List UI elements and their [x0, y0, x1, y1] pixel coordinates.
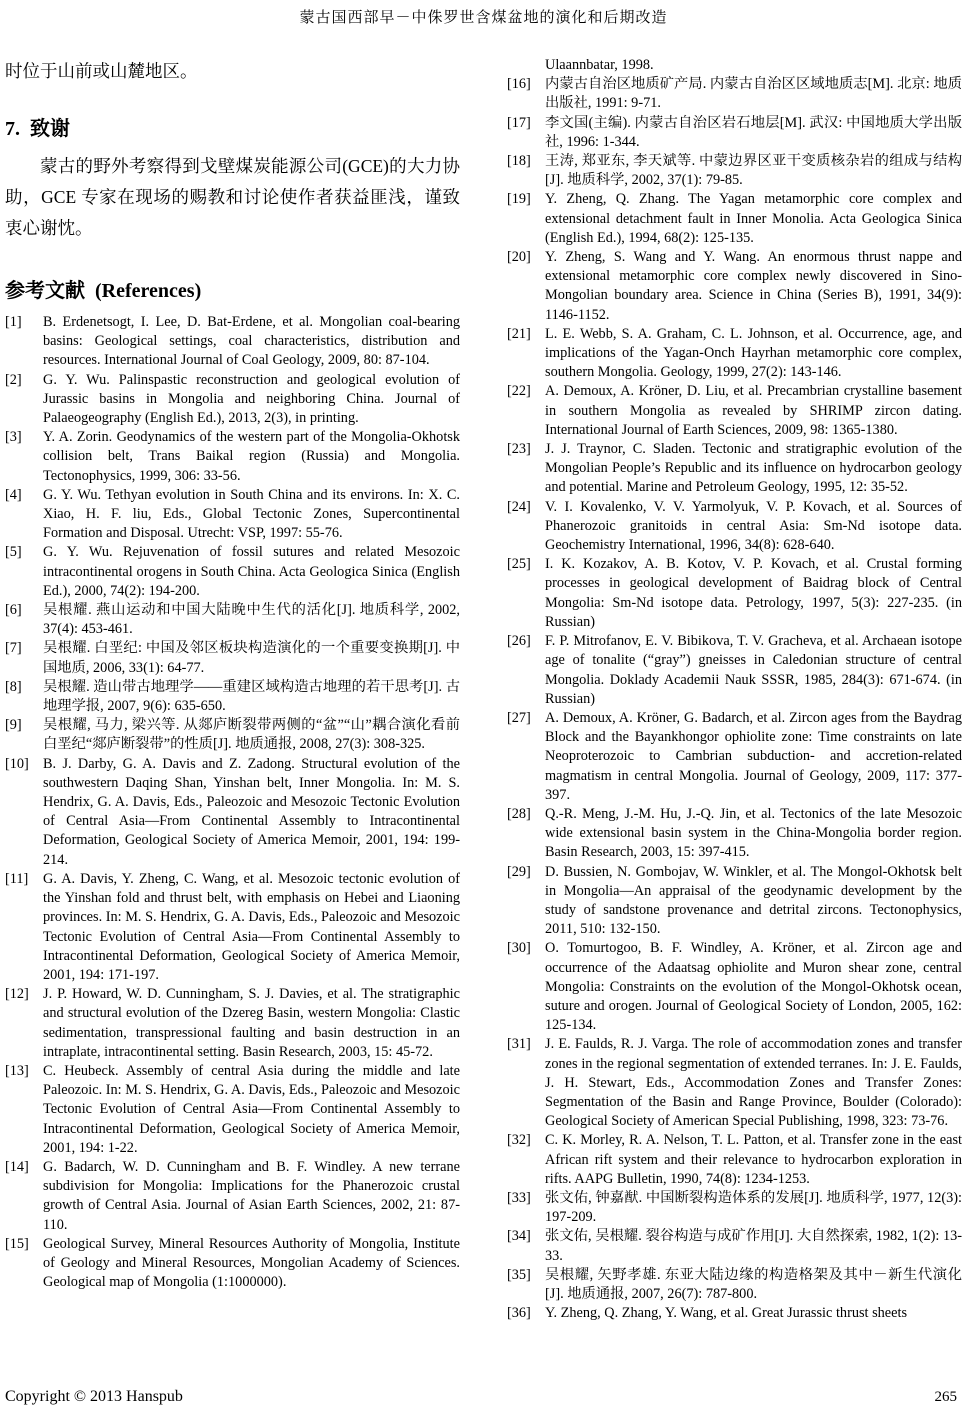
reference-text: C. Heubeck. Assembly of central Asia during the middle and late Paleozoic. In: M. S. Hendrix, G. A. Davis, Eds., Paleozoic and Mesozoic Tectonic Evolution of Central Asia—From Continental Assembly to Intracontinental Deformation, Geological Society of America Memoir, 2001, 194: 1-22.	[43, 1062, 460, 1156]
reference-text: J. E. Faulds, R. J. Varga. The role of accommodation zones and transfer zones in the regional segmentation of extended terranes. In: J. E. Faulds, J. H. Stewart, Eds., Accommodation Zones and Transfer Zones: Segmentation of the Basin and Range Province, Boulder (Colorado): Geological Society of American Special Publishing, 1998, 323: 73-76.	[545, 1036, 962, 1130]
reference-number: [10]	[5, 755, 29, 772]
reference-continuation-line: Ulaannbatar, 1998.	[545, 57, 654, 73]
reference-number: [20]	[507, 249, 531, 266]
reference-item	[5, 543, 460, 601]
reference-text: G. A. Davis, Y. Zheng, C. Wang, et al. Mesozoic tectonic evolution of the Yinshan fold and thrust belt, with emphasis on Hebei and Liaoning provinces. In: M. S. Hendrix, G. A. Davis, Eds., Paleozoic and Mesozoic Tectonic Evolution of Central Asia—From Continental Assembly to Intracontinental Deformation, Geological Society of America Memoir, 2001, 194: 171-197.	[43, 870, 460, 983]
reference-item	[507, 440, 962, 498]
two-column-layout	[5, 56, 962, 1323]
reference-item	[507, 1035, 962, 1131]
reference-item	[5, 486, 460, 544]
reference-item	[507, 1131, 962, 1189]
reference-number: [28]	[507, 805, 531, 822]
reference-item	[507, 805, 962, 863]
reference-number: [5]	[5, 544, 22, 561]
reference-text: Y. Zheng, Q. Zhang, Y. Wang, et al. Great Jurassic thrust sheets	[545, 1305, 908, 1322]
reference-item	[507, 382, 962, 440]
reference-text: A. Demoux, A. Kröner, D. Liu, et al. Precambrian crystalline basement in southern Mongolia as revealed by SHRIMP zircon dating. International Journal of Earth Sciences, 2009, 98: 1365-1380.	[545, 383, 962, 438]
reference-text: Geological Survey, Mineral Resources Authority of Mongolia, Institute of Geology and Mineral Resources, Mongolian Academy of Sciences. Geological map of Mongolia (1:1000000).	[43, 1235, 460, 1291]
reference-number: [25]	[507, 556, 531, 573]
reference-item	[5, 428, 460, 486]
acknowledgement-heading: 7. 致谢	[5, 118, 70, 140]
reference-text: D. Bussien, N. Gombojav, W. Winkler, et al. The Mongol-Okhotsk belt in Mongolia—An appraisal of the geodynamic development by the study of sandstone provenance and detrital zircons. Tectonophysics, 2011, 510: 132-150.	[545, 863, 962, 938]
reference-text: J. J. Traynor, C. Sladen. Tectonic and stratigraphic evolution of the Mongolian People’s Republic and its influence on hydrocarbon geology and potential. Marine and Petroleum Geology, 1995, 12: 35-52.	[545, 441, 962, 496]
reference-item	[5, 639, 460, 677]
reference-number: [26]	[507, 633, 531, 650]
acknowledgement-paragraph: 蒙古的野外考察得到戈壁煤炭能源公司(GCE)的大力协助，GCE 专家在现场的赐教和讨论使作者获益匪浅，谨致衷心谢忱。	[5, 156, 460, 238]
reference-number: [18]	[507, 153, 531, 170]
reference-text: 张文佑, 吴根耀. 裂谷构造与成矿作用[J]. 大自然探索, 1982, 1(2): 13-33.	[545, 1228, 962, 1264]
reference-list-left	[5, 313, 460, 1292]
reference-number: [35]	[507, 1266, 531, 1283]
reference-number: [15]	[5, 1235, 29, 1252]
reference-number: [7]	[5, 640, 22, 657]
page-footer	[5, 1388, 957, 1406]
reference-text: Q.-R. Meng, J.-M. Hu, J.-Q. Jin, et al. Tectonics of the late Mesozoic wide extensional basin system in the China-Mongolia border region. Basin Research, 2003, 15: 397-415.	[545, 805, 962, 861]
page-header	[0, 6, 967, 27]
body-paragraph-tail: 时位于山前或山麓地区。	[5, 61, 198, 81]
reference-text: G. Badarch, W. D. Cunningham and B. F. Windley. A new terrane subdivision for Mongolia: Implications for the Phanerozoic crustal growth of Central Asia. Journal of Asian Earth Sciences, 2002, 21: 87-110.	[43, 1158, 460, 1233]
reference-item	[5, 313, 460, 371]
reference-number: [32]	[507, 1132, 531, 1149]
reference-item	[507, 1189, 962, 1227]
reference-item	[5, 716, 460, 754]
reference-item	[5, 601, 460, 639]
reference-item	[507, 863, 962, 940]
reference-text: B. Erdenetsogt, I. Lee, D. Bat-Erdene, et al. Mongolian coal-bearing basins: Geological settings, coal characteristics, distribution and resources. International Journal of Coal Geology, 2009, 80: 87-104.	[43, 314, 460, 369]
reference-number: [11]	[5, 870, 29, 887]
reference-number: [36]	[507, 1305, 531, 1322]
page-number: 265	[934, 1389, 957, 1405]
reference-item	[507, 152, 962, 190]
reference-item	[5, 1235, 460, 1293]
reference-number: [24]	[507, 498, 531, 515]
reference-item	[5, 371, 460, 429]
reference-number: [29]	[507, 863, 531, 880]
reference-number: [34]	[507, 1228, 531, 1245]
right-column	[507, 56, 962, 1323]
reference-number: [8]	[5, 678, 22, 695]
reference-number: [12]	[5, 986, 29, 1003]
copyright-notice: Copyright © 2013 Hanspub	[5, 1388, 183, 1405]
reference-number: [4]	[5, 486, 22, 503]
reference-item	[507, 190, 962, 248]
references-heading: 参考文献 (References)	[5, 280, 202, 302]
reference-item	[507, 114, 962, 152]
reference-number: [22]	[507, 383, 531, 400]
reference-text: G. Y. Wu. Rejuvenation of fossil sutures and related Mesozoic intracontinental orogens in South China. Acta Geologica Sinica (English Ed.), 2000, 74(2): 194-200.	[43, 544, 460, 599]
reference-number: [33]	[507, 1189, 531, 1206]
reference-item	[507, 555, 962, 632]
reference-text: 王涛, 郑亚东, 李天斌等. 中蒙边界区亚干变质核杂岩的组成与结构[J]. 地质科学, 2002, 37(1): 79-85.	[545, 153, 962, 189]
reference-item	[507, 1304, 962, 1323]
reference-number: [27]	[507, 709, 531, 726]
reference-text: G. Y. Wu. Tethyan evolution in South China and its environs. In: X. C. Xiao, H. F. liu, Eds., Global Tectonic Zones, Supercontinental Formation and Disposal. Utrecht: VSP, 1997: 55-76.	[43, 486, 460, 542]
reference-item	[507, 632, 962, 709]
reference-item	[5, 755, 460, 870]
reference-text: Y. Zheng, S. Wang and Y. Wang. An enormous thrust nappe and extensional metamorphic core complex newly discovered in Sino-Mongolian boundary area. Science in China (Series B), 1991, 34(9): 1146-1152.	[545, 249, 962, 323]
reference-text: I. K. Kozakov, A. B. Kotov, V. P. Kovach, et al. Crustal forming processes in geological development of Baidrag block of Central Mongolia: Sm-Nd isotope data. Petrology, 1997, 5(3): 227-235. (in Russian)	[545, 556, 962, 630]
reference-text: 吴根耀. 造山带古地理学——重建区域构造古地理的若干思考[J]. 古地理学报, 2007, 9(6): 635-650.	[43, 678, 460, 715]
reference-item	[507, 939, 962, 1035]
reference-number: [21]	[507, 325, 531, 342]
reference-text: 吴根耀, 矢野孝雄. 东亚大陆边缘的构造格架及其中－新生代演化[J]. 地质通报, 2007, 26(7): 787-800.	[545, 1266, 962, 1302]
reference-number: [17]	[507, 114, 531, 131]
reference-text: B. J. Darby, G. A. Davis and Z. Zadong. Structural evolution of the southwestern Daqing Shan, Yinshan belt, Inner Mongolia. In: M. S. Hendrix, G. A. Davis, Eds., Paleozoic and Mesozoic Tectonic Evolution of Central Asia—From Continental Assembly to Intracontinental Deformation, Geological Society of America Memoir, 2001, 194: 199-214.	[43, 755, 460, 868]
reference-number: [14]	[5, 1158, 29, 1175]
reference-item	[507, 498, 962, 556]
left-column	[5, 56, 460, 1323]
running-title: 蒙古国西部早－中侏罗世含煤盆地的演化和后期改造	[299, 10, 668, 26]
reference-item	[5, 870, 460, 985]
reference-text: J. P. Howard, W. D. Cunningham, S. J. Davies, et al. The stratigraphic and structural evolution of the Dzereg Basin, western Mongolia: Clastic sedimentation, transpressional faulting and basin destruction in an intraplate, intracontinental setting. Basin Research, 2003, 15: 45-72.	[43, 986, 460, 1060]
reference-text: Y. Zheng, Q. Zhang. The Yagan metamorphic core complex and extensional detachment fault in Inner Monolia. Acta Geologica Sinica (English Ed.), 1994, 68(2): 125-135.	[545, 191, 962, 246]
reference-number: [23]	[507, 441, 531, 458]
reference-item	[5, 1062, 460, 1158]
reference-text: 内蒙古自治区地质矿产局. 内蒙古自治区区域地质志[M]. 北京: 地质出版社, 1991: 9-71.	[545, 76, 962, 112]
reference-number: [3]	[5, 429, 22, 446]
reference-number: [30]	[507, 940, 531, 957]
reference-number: [16]	[507, 76, 531, 93]
reference-number: [13]	[5, 1062, 29, 1079]
reference-number: [9]	[5, 717, 22, 734]
reference-text: O. Tomurtogoo, B. F. Windley, A. Kröner, et al. Zircon age and occurrence of the Adaatsag ophiolite and Muron shear zone, central Mongolia: Constraints on the evolution of the Mongol-Okhotsk ocean, suture and orogen. Journal of Geological Society of London, 2005, 162: 125-134.	[545, 940, 962, 1034]
reference-text: A. Demoux, A. Kröner, G. Badarch, et al. Zircon ages from the Baydrag Block and the Bayankhongor ophiolite zone: Time constraints on late Neoproterozoic to Cambrian subduction- and accretion-related magmatism in central Mongolia. Journal of Geology, 2009, 117: 377-397.	[545, 709, 962, 803]
reference-text: G. Y. Wu. Palinspastic reconstruction and geological evolution of Jurassic basins in Mongolia and neighboring China. Journal of Palaeogeography (English Ed.), 2013, 2(3), in printing.	[43, 371, 460, 427]
reference-text: 吴根耀. 燕山运动和中国大陆晚中生代的活化[J]. 地质科学, 2002, 37(4): 453-461.	[43, 602, 460, 638]
reference-item	[507, 325, 962, 383]
reference-item	[507, 1227, 962, 1265]
reference-number: [2]	[5, 371, 22, 388]
reference-text: L. E. Webb, S. A. Graham, C. L. Johnson, et al. Occurrence, age, and implications of the Yagan-Onch Hayrhan metamorphic core complex, southern Mongolia. Geology, 1999, 27(2): 143-146.	[545, 325, 962, 381]
reference-item	[5, 678, 460, 716]
reference-text: 李文国(主编). 内蒙古自治区岩石地层[M]. 武汉: 中国地质大学出版社, 1996: 1-344.	[545, 114, 962, 150]
reference-item	[5, 1158, 460, 1235]
reference-text: F. P. Mitrofanov, E. V. Bibikova, T. V. Gracheva, et al. Archaean isotope age of tonalite (“gray”) gneisses in Caledonian structure of central Mongolia. Doklady Academii Nauk SSSR, 1985, 284(3): 671-674. (in Russian)	[545, 633, 962, 707]
reference-text: V. I. Kovalenko, V. V. Yarmolyuk, V. P. Kovach, et al. Sources of Phanerozoic granitoids in central Asia: Sm-Nd isotope data. Geochemistry International, 1996, 34(8): 628-640.	[545, 498, 962, 554]
reference-item	[5, 985, 460, 1062]
reference-item	[507, 248, 962, 325]
reference-item	[507, 1266, 962, 1304]
reference-text: Y. A. Zorin. Geodynamics of the western part of the Mongolia-Okhotsk collision belt, Trans Baikal region (Russia) and Mongolia. Tectonophysics, 1999, 306: 33-56.	[43, 429, 460, 484]
reference-number: [31]	[507, 1036, 531, 1053]
reference-text: 张文佑, 钟嘉猷. 中国断裂构造体系的发展[J]. 地质科学, 1977, 12(3): 197-209.	[545, 1189, 962, 1226]
reference-number: [1]	[5, 314, 22, 330]
reference-number: [6]	[5, 602, 22, 619]
reference-text: C. K. Morley, R. A. Nelson, T. L. Patton, et al. Transfer zone in the east African rift system and their relevance to hydrocarbon exploration in rifts. AAPG Bulletin, 1990, 74(8): 1234-1253.	[545, 1132, 962, 1187]
reference-text: 吴根耀, 马力, 梁兴等. 从郯庐断裂带两侧的“盆”“山”耦合演化看前白垩纪“郯庐断裂带”的性质[J]. 地质通报, 2008, 27(3): 308-325.	[43, 717, 460, 753]
reference-list-right	[507, 75, 962, 1323]
reference-item	[507, 75, 962, 113]
reference-item	[507, 709, 962, 805]
reference-number: [19]	[507, 191, 531, 208]
reference-text: 吴根耀. 白垩纪: 中国及邻区板块构造演化的一个重要变换期[J]. 中国地质, 2006, 33(1): 64-77.	[43, 640, 460, 676]
